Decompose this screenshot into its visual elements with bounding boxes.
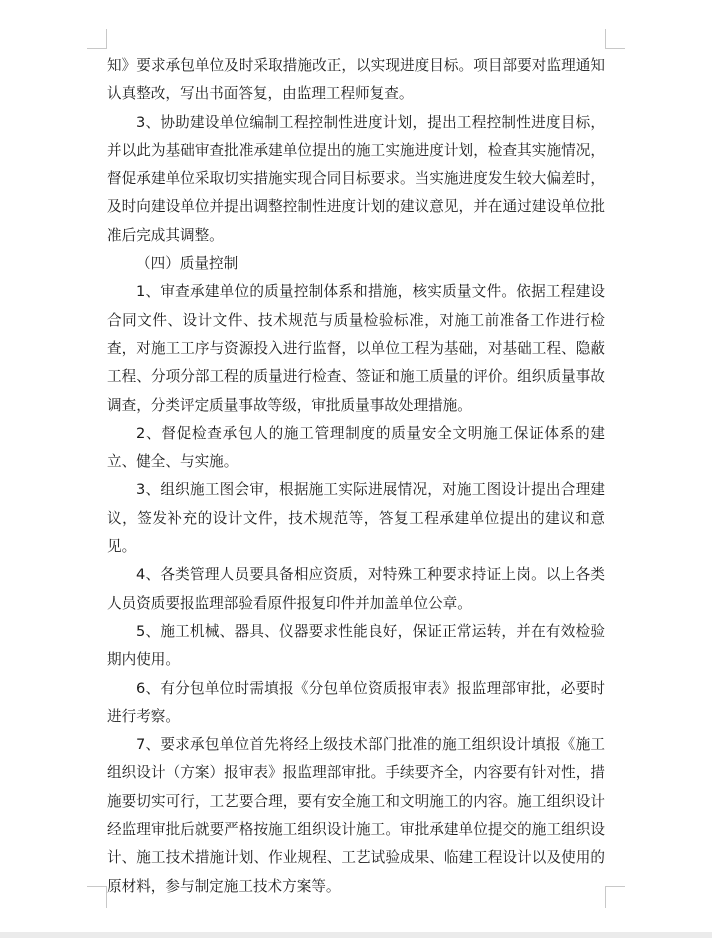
paragraph-item-3: 3、组织施工图会审，根据施工实际进展情况，对施工图设计提出合理建议，签发补充的设计文件，技术规范等，答复工程承建单位提出的建议和意见。 — [107, 481, 605, 556]
paragraph-item-3-schedule: 3、协助建设单位编制工程控制性进度计划，提出工程控制性进度目标，并以此为基础审查批准承建单位提出的施工实施进度计划，检查其实施情况，督促承建单位采取切实措施实现合同目标要求。当实施进度发生较大偏差时，及时向建设单位并提出调整控制性进度计划的建议意见，并在通过建设单位批准后完成其调整。 — [107, 113, 605, 244]
crop-mark-top-right-h — [605, 48, 625, 49]
paragraph-item-1: 1、审查承建单位的质量控制体系和措施，核实质量文件。依据工程建设合同文件、设计文件、技术规范与质量检验标准，对施工前准备工作进行检查，对施工工序与资源投入进行监督，以单位工程为基础，对基础工程、隐蔽工程、分项分部工程的质量进行检查、签证和施工质量的评价。组织质量事故调查，分类评定质量事故等级，审批质量事故处理措施。 — [107, 283, 605, 414]
crop-mark-bottom-left-h — [87, 886, 106, 887]
document-body — [107, 52, 605, 901]
paragraph-continuation: 知》要求承包单位及时采取措施改正，以实现进度目标。项目部要对监理通知认真整改，写出书面答复，由监理工程师复查。 — [107, 57, 605, 103]
paragraph-item-6: 6、有分包单位时需填报《分包单位资质报审表》报监理部审批，必要时进行考察。 — [107, 679, 605, 725]
section-heading-quality-control: （四）质量控制 — [136, 255, 239, 273]
crop-mark-top-right-v — [605, 29, 606, 49]
crop-mark-top-left-h — [87, 48, 106, 49]
crop-mark-bottom-right-h — [605, 886, 625, 887]
page-bottom-edge — [0, 932, 712, 938]
crop-mark-top-left-v — [106, 29, 107, 49]
paragraph-item-2: 2、督促检查承包人的施工管理制度的质量安全文明施工保证体系的建立、健全、与实施。 — [107, 424, 605, 471]
paragraph-item-4: 4、各类管理人员要具备相应资质，对特殊工种要求持证上岗。以上各类人员资质要报监理部验看原件报复印件并加盖单位公章。 — [107, 566, 605, 612]
crop-mark-bottom-right-v — [605, 886, 606, 908]
paragraph-item-5: 5、施工机械、器具、仪器要求性能良好，保证正常运转，并在有效检验期内使用。 — [107, 622, 605, 669]
paragraph-item-7: 7、要求承包单位首先将经上级技术部门批准的施工组织设计填报《施工组织设计（方案）报审表》报监理部审批。手续要齐全，内容要有针对性，措施要切实可行，工艺要合理，要有安全施工和文明施工的内容。施工组织设计经监理审批后就要严格按施工组织设计施工。审批承建单位提交的施工组织设计、施工技术措施计划、作业规程、工艺试验成果、临建工程设计以及使用的原材料，参与制定施工技术方案等。 — [107, 736, 605, 895]
